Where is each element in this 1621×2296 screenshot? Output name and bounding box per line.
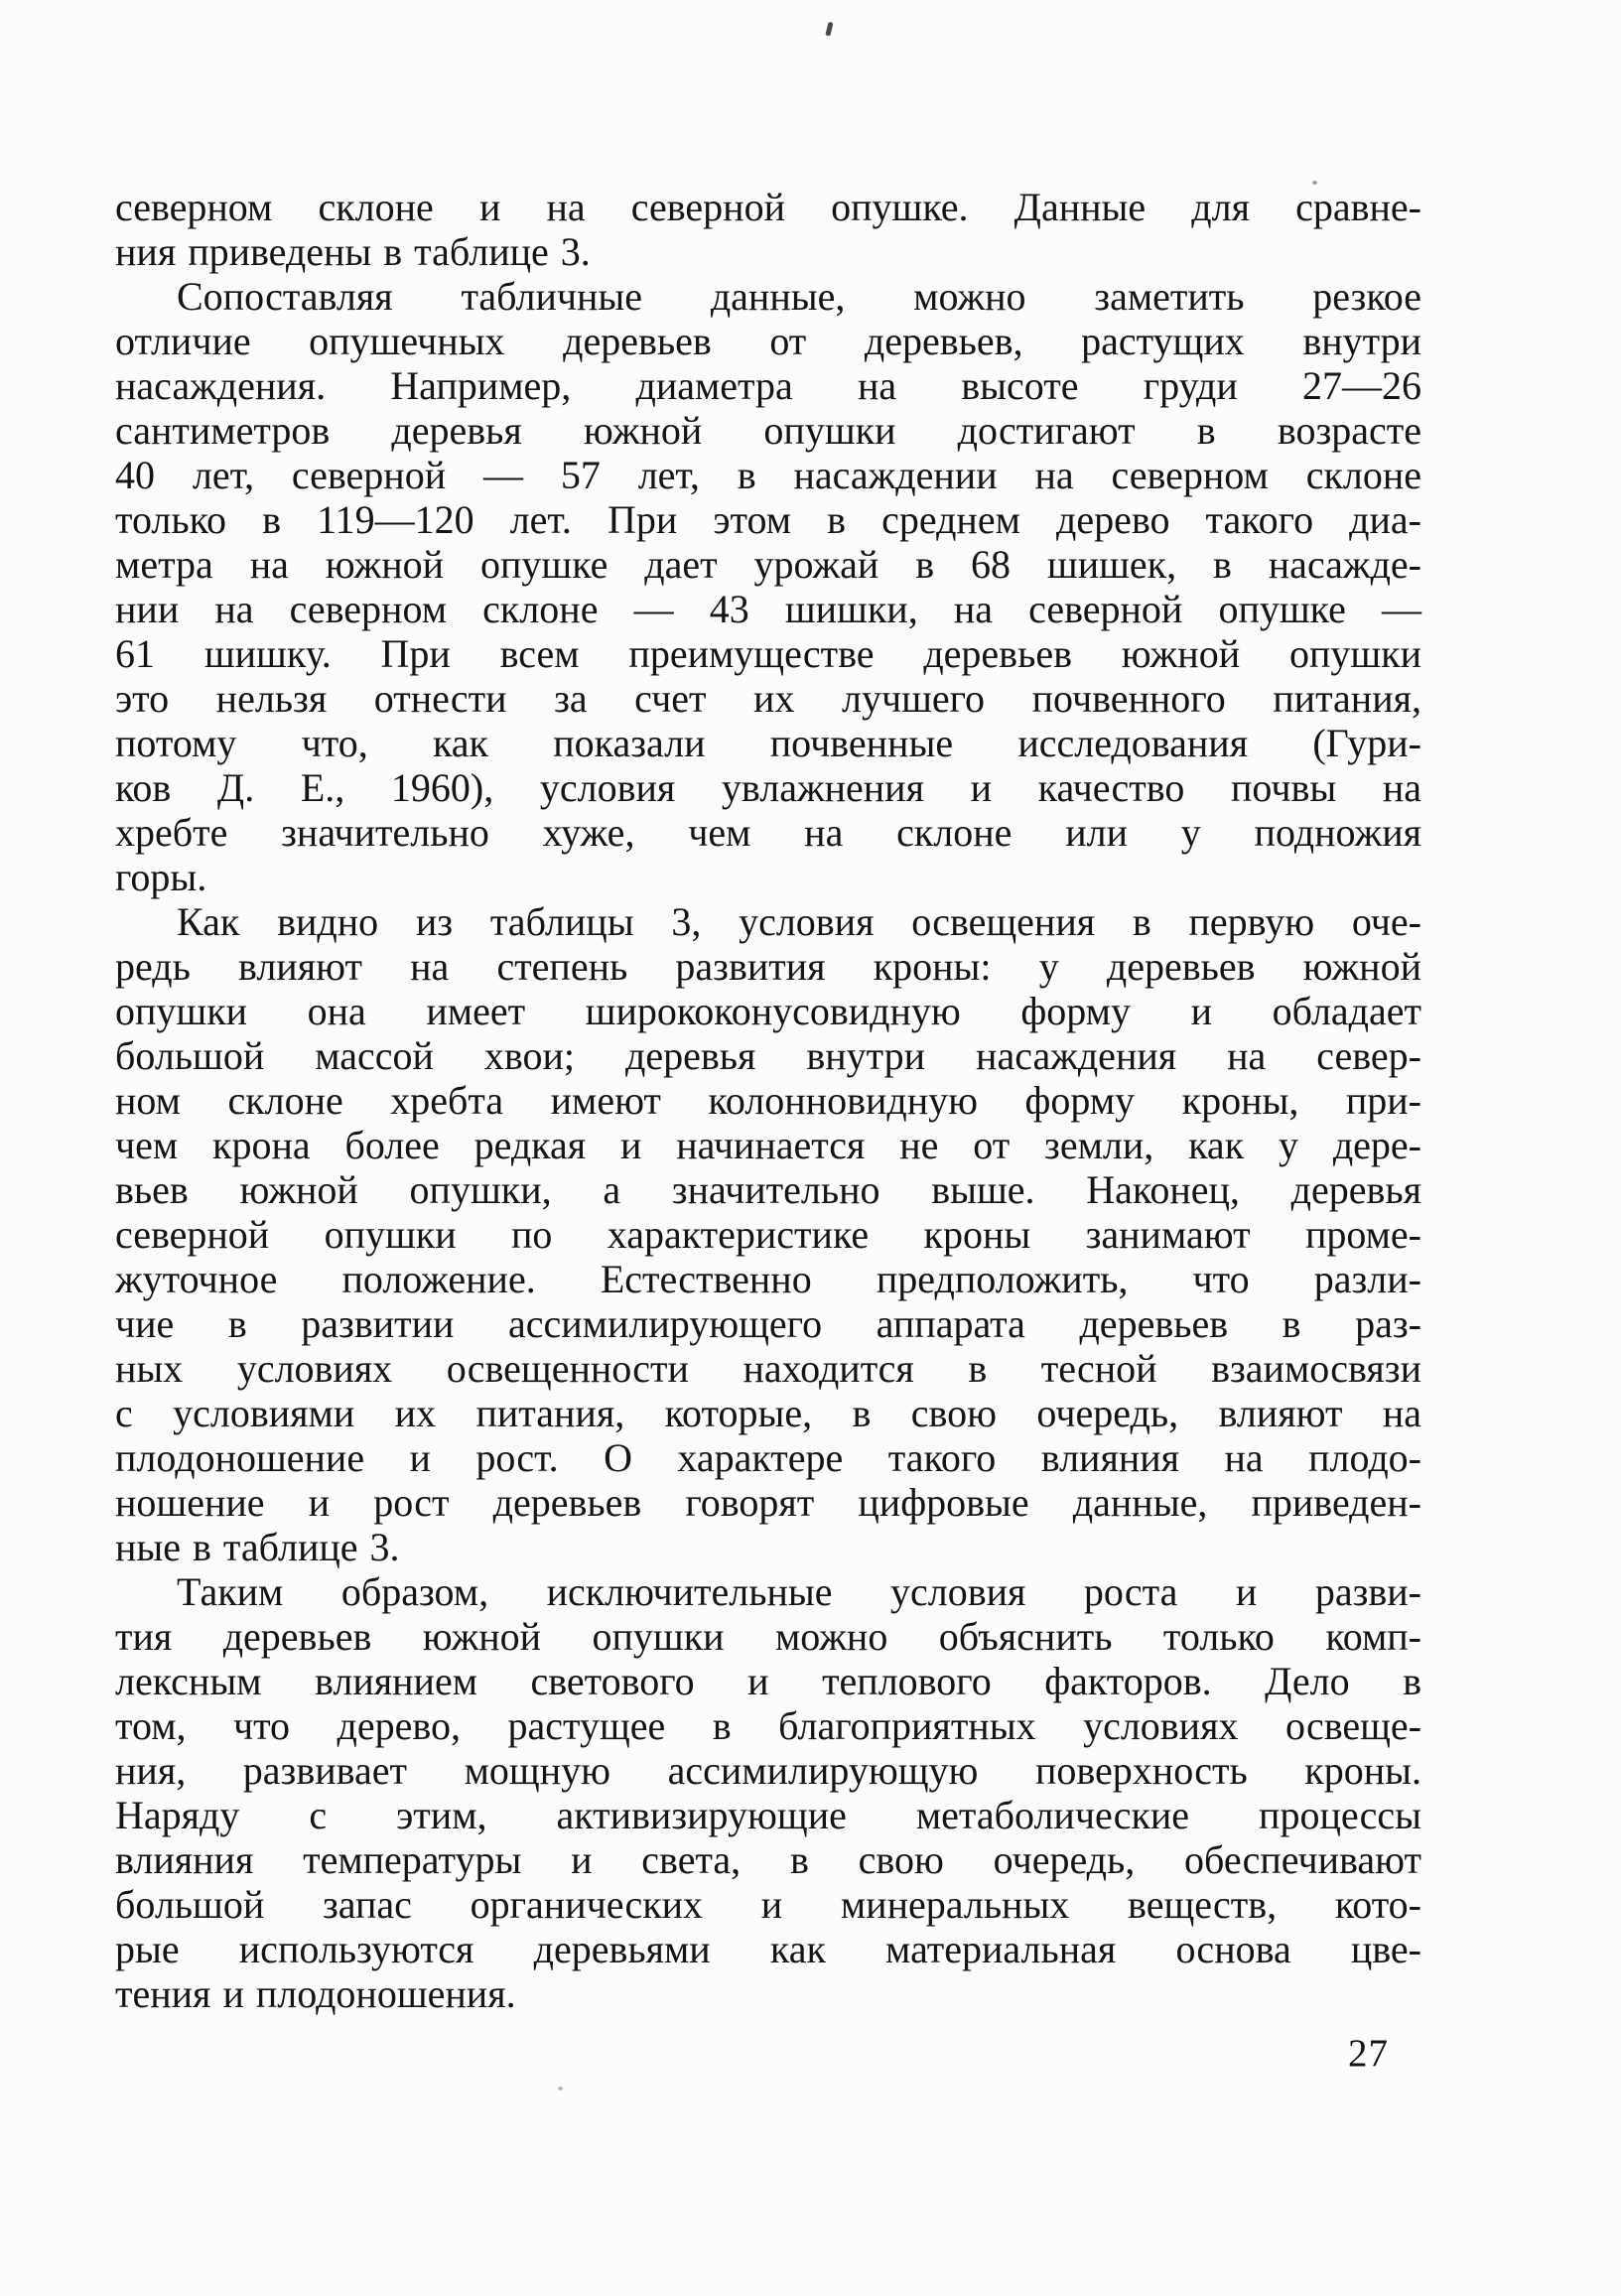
text-line: сантиметров деревья южной опушки достигают в возрасте [115, 408, 1421, 453]
text-line: рые используются деревьями как материальная основа цве- [115, 1927, 1421, 1971]
text-line: вьев южной опушки, а значительно выше. Наконец, деревья [115, 1167, 1421, 1212]
text-line: горы. [115, 855, 207, 899]
text-line: это нельзя отнести за счет их лучшего почвенного питания, [115, 676, 1421, 721]
text-block [115, 185, 1421, 2016]
text-line: том, что дерево, растущее в благоприятных условиях освеще- [115, 1703, 1421, 1748]
text-line: ков Д. Е., 1960), условия увлажнения и качество почвы на [115, 765, 1421, 810]
text-line: жуточное положение. Естественно предположить, что разли- [115, 1257, 1421, 1301]
text-line: насаждения. Например, диаметра на высоте груди 27—26 [115, 363, 1421, 408]
text-line: влияния температуры и света, в свою очередь, обеспечивают [115, 1837, 1421, 1882]
text-line: Сопоставляя табличные данные, можно заметить резкое [177, 274, 1421, 319]
text-line: ния приведены в таблице 3. [115, 229, 591, 274]
text-line: ных условиях освещенности находится в тесной взаимосвязи [115, 1346, 1421, 1391]
text-line: плодоношение и рост. О характере такого влияния на плодо- [115, 1435, 1421, 1480]
text-line: Таким образом, исключительные условия роста и разви- [177, 1569, 1421, 1614]
text-line: большой запас органических и минеральных веществ, кото- [115, 1882, 1421, 1927]
text-line: чие в развитии ассимилирующего аппарата деревьев в раз- [115, 1301, 1421, 1346]
text-line: Наряду с этим, активизирующие метаболические процессы [115, 1793, 1421, 1837]
text-line: лексным влиянием светового и теплового факторов. Дело в [115, 1659, 1421, 1703]
page-number: 27 [1348, 2032, 1389, 2075]
scan-speck-icon [558, 2087, 563, 2091]
paragraph [115, 185, 1421, 274]
text-line: тения и плодоношения. [115, 1971, 516, 2016]
scan-speck-icon [825, 22, 833, 37]
text-line: ния, развивает мощную ассимилирующую поверхность кроны. [115, 1748, 1421, 1793]
text-line: редь влияют на степень развития кроны: у деревьев южной [115, 944, 1421, 989]
text-line: северной опушки по характеристике кроны занимают проме- [115, 1212, 1421, 1257]
text-line: тия деревьев южной опушки можно объяснить только комп- [115, 1614, 1421, 1659]
paragraph [115, 274, 1421, 899]
text-line: опушки она имеет ширококонусовидную форму и обладает [115, 989, 1421, 1033]
text-line: 40 лет, северной — 57 лет, в насаждении на северном склоне [115, 453, 1421, 497]
text-line: Как видно из таблицы 3, условия освещения в первую оче- [177, 899, 1421, 944]
text-line: ном склоне хребта имеют колонновидную форму кроны, при- [115, 1078, 1421, 1123]
text-line: отличие опушечных деревьев от деревьев, растущих внутри [115, 319, 1421, 363]
paragraph [115, 899, 1421, 1569]
text-line: северном склоне и на северной опушке. Данные для сравне- [115, 185, 1421, 229]
paragraph [115, 1569, 1421, 2016]
text-line: потому что, как показали почвенные исследования (Гури- [115, 721, 1421, 765]
text-line: хребте значительно хуже, чем на склоне или у подножия [115, 810, 1421, 855]
text-line: только в 119—120 лет. При этом в среднем дерево такого диа- [115, 497, 1421, 542]
text-line: ношение и рост деревьев говорят цифровые данные, приведен- [115, 1480, 1421, 1525]
text-line: метра на южной опушке дает урожай в 68 шишек, в насажде- [115, 542, 1421, 587]
text-line: нии на северном склоне — 43 шишки, на северной опушке — [115, 587, 1421, 631]
text-line: с условиями их питания, которые, в свою очередь, влияют на [115, 1391, 1421, 1435]
text-line: 61 шишку. При всем преимуществе деревьев южной опушки [115, 631, 1421, 676]
text-line: большой массой хвои; деревья внутри насаждения на север- [115, 1033, 1421, 1078]
text-line: ные в таблице 3. [115, 1525, 400, 1569]
text-line: чем крона более редкая и начинается не от земли, как у дере- [115, 1123, 1421, 1167]
